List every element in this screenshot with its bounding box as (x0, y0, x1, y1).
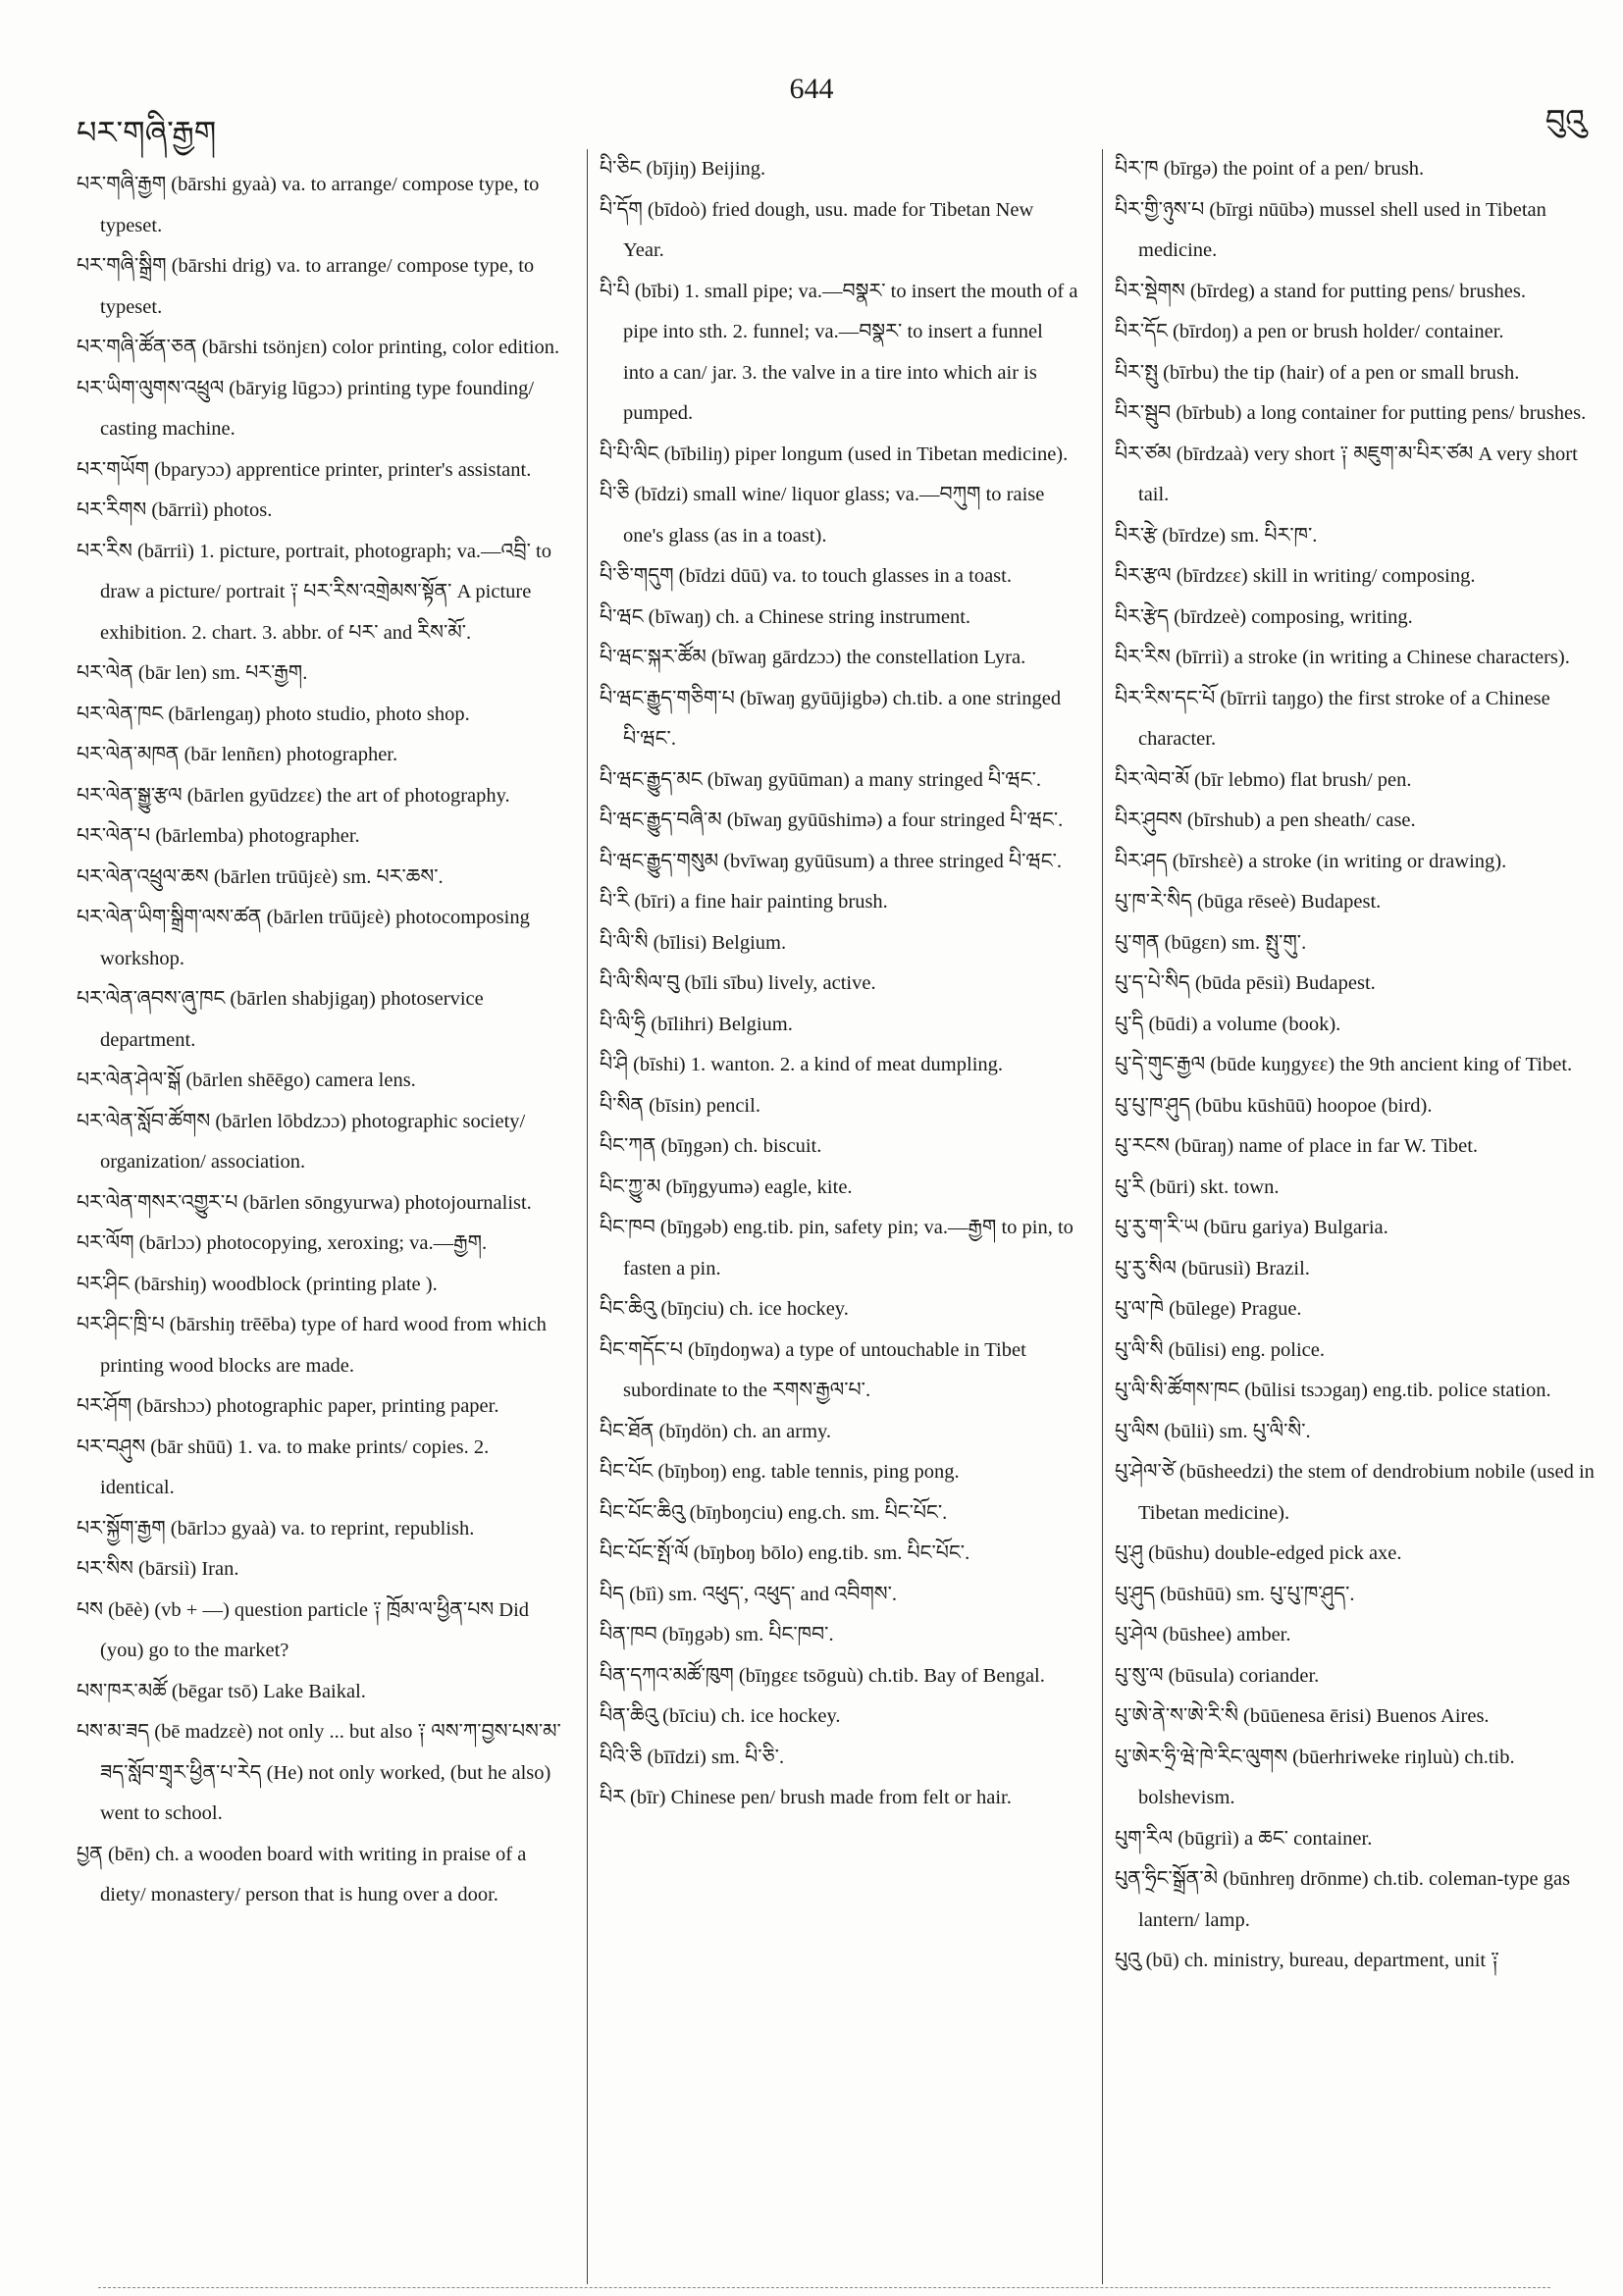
column-3 (1102, 149, 1603, 2284)
dictionary-entry: པར་གཡོག (bparyɔɔ) apprentice printer, printer's assistant. (77, 458, 532, 481)
dictionary-entry: པར་ལེན་ཤེལ་སྒོ (bārlen shēēgo) camera lens. (77, 1070, 416, 1091)
footer-rule (98, 2287, 1550, 2288)
dictionary-entry: པི་ཤི (bīshi) 1. wanton. 2. a kind of meat dumpling. (600, 1054, 1004, 1075)
dictionary-entry: པས (bēè) (vb + —) question particle ༑ ཁྲོམ་ལ་ཕྱིན་པས Did (you) go to the market? (77, 1598, 530, 1661)
dictionary-entry: པུ་ཤུ (būshu) double-edged pick axe. (1115, 1542, 1402, 1564)
dictionary-entry: པུ་དེ་གུང་རྒྱལ (būde kuŋgyɛɛ) the 9th ancient king of Tibet. (1115, 1054, 1573, 1075)
dictionary-entry: པུ་རུ་ག་རི་ཡ (būru gariya) Bulgaria. (1115, 1217, 1388, 1238)
dictionary-entry: པུ་རུ་སིལ (būrusiì) Brazil. (1115, 1257, 1310, 1279)
dictionary-entry: པིང་ཆིའུ (bīŋciu) ch. ice hockey. (600, 1298, 849, 1320)
dictionary-entry: པར་རིས (bārriì) 1. picture, portrait, photograph; va.—འབྲི་ to draw a picture/ portrait ༑ པར་རིས་འགྲེམས་སྟོན་ A picture exhibition. 2. chart. 3. abbr. of པར་ and རིས་མོ་. (77, 540, 551, 644)
dictionary-entry: པི་ཝང་སྐར་ཚོམ (bīwaŋ gārdzɔɔ) the constellation Lyra. (600, 647, 1026, 668)
dictionary-entry: པི་ཝང་རྒྱུད་བཞི་མ (bīwaŋ gyūūshimə) a four stringed པི་ཝང་. (600, 809, 1064, 831)
dictionary-entry: པུ་ལ་ཁེ (būlege) Prague. (1115, 1298, 1302, 1320)
dictionary-entry: པི་པི (bībi) 1. small pipe; va.—བསྣར་ to insert the mouth of a pipe into sth. 2. funnel; va.—བསྣར་ to insert a funnel into a can/ jar. 3. the valve in a tire into which air is pumped. (600, 280, 1078, 424)
dictionary-entry: པུ་གན (būgɛn) sm. སྤུ་གུ་. (1115, 931, 1307, 954)
dictionary-entry: པིར་རིས་དང་པོ (bīrriì taŋgo) the first stroke of a Chinese character. (1115, 687, 1550, 750)
dictionary-entry: པིན་དཀའ་མཚོ་ཁུག (bīŋgɛɛ tsōguù) ch.tib. Bay of Bengal. (600, 1664, 1045, 1687)
dictionary-entry: པིར་ཤུབས (bīrshub) a pen sheath/ case. (1115, 809, 1416, 831)
dictionary-entry: པར་ཤིང (bārshiŋ) woodblock (printing plate ). (77, 1273, 438, 1295)
dictionary-entry: པུ་ཨེར་ཧྲི་ཝེ་ཁེ་རིང་ལུགས (būerhriweke riŋluù) ch.tib. bolshevism. (1115, 1746, 1515, 1808)
dictionary-entry: པིར་གྱི་ཉུས་པ (bīrgi nūūbə) mussel shell used in Tibetan medicine. (1115, 198, 1546, 261)
dictionary-entry: པར་སྐྱོག་རྒྱག (bārlɔɔ gyaà) va. to reprint, republish. (77, 1517, 475, 1539)
dictionary-entry: པིར་སྤུ (bīrbu) the tip (hair) of a pen or small brush. (1115, 361, 1520, 384)
dictionary-entry: པི་ཅི་གདུག (bīdzi dūū) va. to touch glasses in a toast. (600, 565, 1012, 587)
dictionary-entry: པར་གཞི་ཚོན་ཅན (bārshi tsönjɛn) color printing, color edition. (77, 337, 560, 358)
dictionary-entry: པི་ལི་ཧྲི (bīlihri) Belgium. (600, 1013, 793, 1035)
dictionary-entry: པི་རི (bīri) a fine hair painting brush. (600, 891, 888, 913)
dictionary-entry: པར་ལེན་སྒྱུ་རྩལ (bārlen gyūdzɛɛ) the art of photography. (77, 784, 510, 807)
dictionary-entry: པིར་རྩལ (bīrdzɛɛ) skill in writing/ composing. (1115, 565, 1476, 587)
guide-word-left: པར་གཞི་རྒྱག (77, 115, 217, 150)
dictionary-entry: པུ་ཨེ་ནེ་ས་ཨེ་རི་སི (būūenesa ērisi) Buenos Aires. (1115, 1705, 1490, 1727)
dictionary-entry: པི་ལི་སིལ་བུ (bīli sību) lively, active. (600, 972, 876, 994)
guide-word-right: བུའུ (1544, 103, 1586, 138)
dictionary-entry: པར་ཤོག (bārshɔɔ) photographic paper, printing paper. (77, 1395, 499, 1417)
dictionary-entry: པི་པི་ལིང (bībiliŋ) piper longum (used in Tibetan medicine). (600, 443, 1069, 465)
dictionary-entry: པིང་ཀན (bīŋgən) ch. biscuit. (600, 1135, 822, 1157)
dictionary-entry: པུ་ཁ་རེ་སིད (būga rēseè) Budapest. (1115, 891, 1382, 913)
dictionary-entry: པིར (bīr) Chinese pen/ brush made from felt or hair. (600, 1787, 1012, 1808)
dictionary-entry: པིང་གདོང་པ (bīŋdoŋwa) a type of untouchable in Tibet subordinate to the རགས་རྒྱལ་པ་. (600, 1338, 1026, 1401)
dictionary-entry: པིང་ཁབ (bīŋgəb) eng.tib. pin, safety pin; va.—རྒྱག to pin, to fasten a pin. (600, 1217, 1073, 1279)
column-2 (587, 149, 1078, 2284)
dictionary-entry: པར་རིགས (bārriì) photos. (77, 499, 273, 521)
dictionary-entry: པུའུ (bū) ch. ministry, bureau, department, unit ༑ (1115, 1950, 1499, 1971)
dictionary-entry: པུ་ཤུད (būshūū) sm. པུ་པུ་ཁ་ཤུད་. (1115, 1583, 1355, 1605)
dictionary-entry: པུ་ལིས (būliì) sm. པུ་ལི་སི་. (1115, 1420, 1311, 1442)
dictionary-entry: པར་ལེན་སློབ་ཚོགས (bārlen lōbdzɔɔ) photographic society/ organization/ association. (77, 1110, 526, 1173)
dictionary-entry: པུག་རིལ (būgriì) a ཆང་ container. (1115, 1827, 1373, 1850)
dictionary-entry: པུ་ད་པེ་སིད (būda pēsiì) Budapest. (1115, 972, 1376, 994)
dictionary-entry: པུ་ཤེལ (būshee) amber. (1115, 1624, 1291, 1645)
dictionary-entry: པར་ལོག (bārlɔɔ) photocopying, xeroxing; va.—རྒྱག. (77, 1232, 488, 1254)
dictionary-entry: པི་ལི་སི (bīlisi) Belgium. (600, 931, 787, 954)
dictionary-entry: པིར་ཤད (bīrshɛè) a stroke (in writing or drawing). (1115, 850, 1507, 872)
dictionary-entry: པིན་ཁབ (bīŋgəb) sm. པིང་ཁབ་. (600, 1624, 834, 1645)
dictionary-entry: པར་ལེན་ཁང (bārlengaŋ) photo studio, photo shop. (77, 703, 470, 725)
dictionary-entry: པར་ལེན་པ (bārlemba) photographer. (77, 825, 360, 847)
dictionary-entry: པི་ཝང་རྒྱུད་གསུམ (bvīwaŋ gyūūsum) a three stringed པི་ཝང་. (600, 850, 1062, 872)
dictionary-entry: པར་གཞི་རྒྱག (bārshi gyaà) va. to arrange/ compose type, to typeset. (77, 174, 540, 236)
dictionary-entry: པར་བཤུས (bār shūū) 1. va. to make prints/ copies. 2. identical. (77, 1435, 490, 1498)
dictionary-entry: པིང་ཀྱུ་མ (bīŋgyumə) eagle, kite. (600, 1175, 853, 1198)
dictionary-entry: པིར་སྦུབ (bīrbub) a long container for putting pens/ brushes. (1115, 402, 1587, 424)
dictionary-entry: པུ་དི (būdi) a volume (book). (1115, 1013, 1341, 1035)
dictionary-entry: པིར་ཙམ (bīrdzaà) very short ༑ མཇུག་མ་པིར་ཙམ A very short tail. (1115, 443, 1578, 505)
dictionary-entry: པར་ལེན་མཁན (bār lenñɛn) photographer. (77, 744, 398, 765)
dictionary-entry: པུ་ཤེལ་ཙེ (būsheedzi) the stem of dendrobium nobile (used in Tibetan medicine). (1115, 1461, 1595, 1524)
dictionary-entry: པི་དོག (bīdoò) fried dough, usu. made for Tibetan New Year. (600, 198, 1034, 261)
page-header (0, 0, 1623, 167)
dictionary-entry: པར་སིས (bārsiì) Iran. (77, 1558, 239, 1580)
dictionary-entry: པི་ཝང་རྒྱུད་མང (bīwaŋ gyūūman) a many stringed པི་ཝང་. (600, 768, 1042, 791)
dictionary-entry: པིན་ཆིའུ (bīciu) ch. ice hockey. (600, 1705, 841, 1727)
dictionary-entry: པིང་པོང (bīŋboŋ) eng. table tennis, ping pong. (600, 1461, 960, 1483)
dictionary-entry: པིར་ཁ (bīrgə) the point of a pen/ brush. (1115, 158, 1425, 180)
dictionary-entry: པུ་སུ་ལ (būsula) coriander. (1115, 1664, 1320, 1687)
dictionary-entry: པིང་པོང་ཆིའུ (bīŋboŋciu) eng.ch. sm. པིང་པོང་. (600, 1501, 948, 1524)
dictionary-entry: པིར་ལེབ་མོ (bīr lebmo) flat brush/ pen. (1115, 768, 1412, 791)
dictionary-entry: པུ་པུ་ཁ་ཤུད (būbu kūshūū) hoopoe (bird). (1115, 1094, 1433, 1117)
dictionary-entry: པུ་ལི་སི་ཚོགས་ཁང (būlisi tsɔɔgaŋ) eng.tib. police station. (1115, 1380, 1551, 1401)
dictionary-entry: པིའི་ཅི (bīīdzi) sm. པི་ཅི་. (600, 1746, 785, 1768)
dictionary-entry: པིར་སྡེགས (bīrdeg) a stand for putting pens/ brushes. (1115, 280, 1526, 302)
dictionary-entry: པིད (bīì) sm. འཕུད་, འཕུད་ and འབིགས་. (600, 1583, 898, 1605)
dictionary-entry: པི་སིན (bīsin) pencil. (600, 1094, 760, 1117)
dictionary-entry: པི་ཅི (bīdzi) small wine/ liquor glass; va.—བཀུག to raise one's glass (as in a toast). (600, 484, 1045, 547)
dictionary-entry: པི་ཝང་རྒྱུད་གཅིག་པ (bīwaŋ gyūūjigbə) ch.tib. a one stringed པི་ཝང་. (600, 687, 1062, 750)
dictionary-entry: པྱན (bēn) ch. a wooden board with writing in praise of a diety/ monastery/ person that is hung over a door. (77, 1843, 527, 1905)
column-1 (77, 165, 567, 2284)
dictionary-entry: པར་ཤིང་ཁྲི་པ (bārshiŋ trēēba) type of hard wood from which printing wood blocks are made. (77, 1314, 547, 1377)
dictionary-entry: པར་ལེན་གསར་འགྱུར་པ (bārlen sōngyurwa) photojournalist. (77, 1191, 532, 1214)
dictionary-entry: པུ་རངས (būraŋ) name of place in far W. Tibet. (1115, 1135, 1479, 1157)
page-number: 644 (789, 73, 834, 105)
dictionary-entry: པུ་རི (būri) skt. town. (1115, 1175, 1280, 1198)
dictionary-entry: པར་ལེན (bār len) sm. པར་རྒྱག. (77, 662, 308, 684)
dictionary-entry: པི་ཝང (bīwaŋ) ch. a Chinese string instrument. (600, 605, 971, 628)
dictionary-entry: པིར་རྩེ (bīrdze) sm. པིར་ཁ་. (1115, 524, 1318, 547)
dictionary-entry: པིར་རྩེད (bīrdzeè) composing, writing. (1115, 605, 1413, 628)
dictionary-columns (77, 158, 1602, 2284)
dictionary-entry: པི་ཅིང (bījiŋ) Beijing. (600, 158, 766, 180)
dictionary-entry: པུན་ཧྲིང་སྒྲོན་མེ (būnhreŋ drōnme) ch.tib. coleman-type gas lantern/ lamp. (1115, 1868, 1571, 1931)
dictionary-entry: པིང་པོང་སྤོ་ལོ (bīŋboŋ bōlo) eng.tib. sm. པིང་པོང་. (600, 1542, 970, 1564)
dictionary-entry: པར་ལེན་ཞབས་ཞུ་ཁང (bārlen shabjigaŋ) photoservice department. (77, 988, 484, 1051)
dictionary-entry: པར་ལེན་ཡིག་སྒྲིག་ལས་ཚན (bārlen trūūjɛè) photocomposing workshop. (77, 907, 530, 969)
dictionary-entry: པར་ཡིག་ལུགས་འཕྲུལ (bāryig lūgɔɔ) printing type founding/ casting machine. (77, 377, 535, 440)
dictionary-entry: པུ་ལི་སི (būlisi) eng. police. (1115, 1338, 1325, 1361)
dictionary-entry: པིར་དོང (bīrdoŋ) a pen or brush holder/ container. (1115, 321, 1504, 342)
dictionary-entry: པིར་རིས (bīrriì) a stroke (in writing a Chinese characters). (1115, 647, 1570, 668)
dictionary-entry: པར་ལེན་འཕྲུལ་ཆས (bārlen trūūjɛè) sm. པར་ཆས་. (77, 865, 444, 888)
dictionary-entry: པིང་ཐོན (bīŋdön) ch. an army. (600, 1420, 832, 1442)
dictionary-entry: པས་མ་ཟད (bē madzɛè) not only ... but also ༑ ལས་ཀ་བྱས་པས་མ་ཟད་སློབ་གྲྭར་ཕྱིན་པ་རེད (He) not only worked, (but he also) went to school. (77, 1721, 561, 1824)
dictionary-entry: པར་གཞི་སྒྲིག (bārshi drig) va. to arrange/ compose type, to typeset. (77, 255, 535, 318)
dictionary-entry: པས་ཁར་མཚོ (bēgar tsō) Lake Baikal. (77, 1680, 366, 1702)
